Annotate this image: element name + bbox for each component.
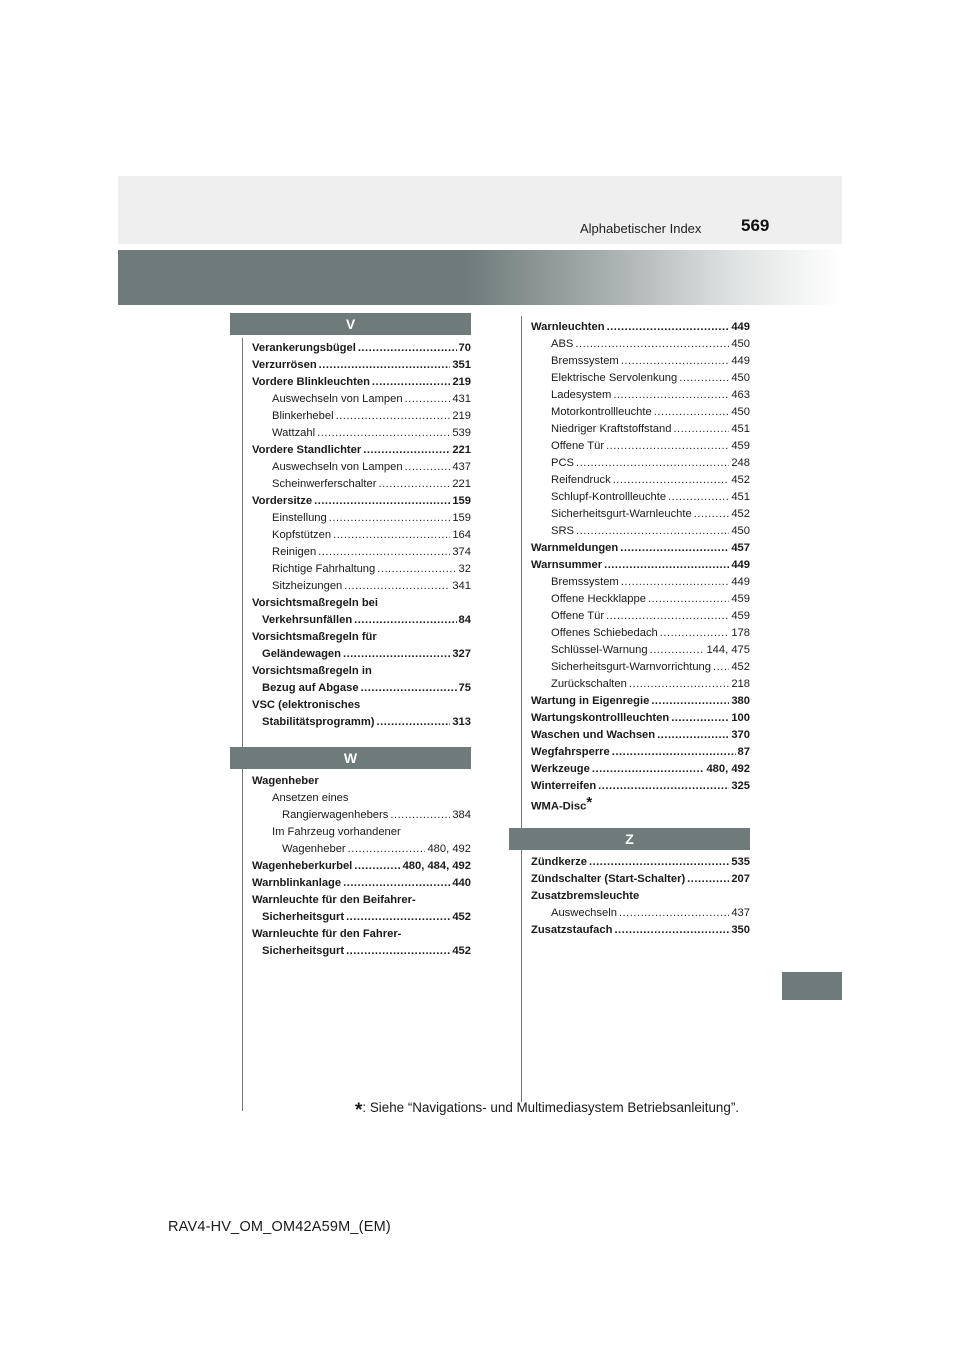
index-list-right: [531, 319, 750, 795]
index-heading-line: Warnleuchte für den Fahrer-: [252, 928, 402, 940]
index-entry-page: 452: [452, 945, 471, 957]
index-entry-page: 459: [731, 610, 750, 622]
page-number: 569: [741, 216, 770, 235]
index-entry-page: 325: [731, 780, 750, 792]
dot-leader: [648, 591, 729, 608]
index-entry-label: Blinkerhebel: [272, 410, 334, 422]
dot-leader: [354, 858, 400, 875]
index-entry-page: 449: [731, 559, 750, 571]
dot-leader: [613, 472, 730, 489]
letter-bar-z: Z: [509, 828, 750, 850]
index-entry: [531, 472, 750, 489]
index-entry-label: Warnsummer: [531, 559, 603, 571]
index-entry: [252, 909, 471, 926]
index-entry-label: Verkehrsunfällen: [262, 614, 353, 626]
index-entry-page: 452: [731, 474, 750, 486]
index-entry-page: 440: [452, 877, 471, 889]
dot-leader: [372, 374, 450, 391]
index-entry-page: 351: [452, 359, 471, 371]
dot-leader: [358, 340, 457, 357]
index-entry: [252, 357, 471, 374]
wma-disc-footnote-mark: *: [586, 794, 593, 811]
dot-leader: [348, 841, 426, 858]
index-entry-page: 32: [458, 563, 471, 575]
dot-leader: [713, 659, 729, 676]
dot-leader: [318, 544, 450, 561]
index-entry: [252, 858, 471, 875]
index-entry-label: Vordere Blinkleuchten: [252, 376, 370, 388]
index-entry-label: Werkzeuge: [531, 763, 590, 775]
index-entry: [531, 557, 750, 574]
index-entry: [252, 459, 471, 476]
index-entry-page: 248: [731, 457, 750, 469]
index-entry: [531, 693, 750, 710]
dot-leader: [346, 943, 450, 960]
index-entry: [531, 404, 750, 421]
index-entry: [252, 442, 471, 459]
index-entry-label: Offene Tür: [551, 610, 605, 622]
dot-leader: [620, 540, 729, 557]
index-entry: [531, 659, 750, 676]
index-entry: [531, 905, 750, 922]
index-entry-label: Sicherheitsgurt: [262, 911, 345, 923]
index-entry-label: Wartung in Eigenregie: [531, 695, 650, 707]
dot-leader: [377, 714, 451, 731]
index-entry-label: Auswechseln von Lampen: [272, 393, 403, 405]
dot-leader: [657, 727, 729, 744]
index-entry-label: Rangierwagenhebers: [282, 809, 389, 821]
index-entry-page: 178: [731, 627, 750, 639]
index-entry: [531, 574, 750, 591]
index-entry-page: 327: [452, 648, 471, 660]
index-entry-page: 380: [731, 695, 750, 707]
index-entry-label: Wattzahl: [272, 427, 316, 439]
index-entry-page: 437: [452, 461, 471, 473]
index-entry-page: 207: [731, 873, 750, 885]
index-entry: [531, 523, 750, 540]
index-entry: [531, 608, 750, 625]
index-entry-page: 450: [731, 525, 750, 537]
index-entry-label: Warnblinkanlage: [252, 877, 342, 889]
index-entry-page: 450: [731, 338, 750, 350]
index-entry-page: 459: [731, 440, 750, 452]
dot-leader: [390, 807, 450, 824]
index-entry: [531, 591, 750, 608]
dot-leader: [650, 642, 705, 659]
header-band: [118, 176, 842, 244]
index-entry-page: 159: [452, 512, 471, 524]
wma-disc-entry: [531, 792, 592, 816]
index-entry: [531, 922, 750, 939]
index-entry: [531, 854, 750, 871]
dot-leader: [363, 442, 450, 459]
index-entry-page: 100: [731, 712, 750, 724]
index-entry-label: Schlupf-Kontrollleuchte: [551, 491, 667, 503]
index-entry: [531, 506, 750, 523]
index-entry: [252, 527, 471, 544]
index-heading-line: Warnleuchte für den Beifahrer-: [252, 894, 416, 906]
index-entry-label: Sitzheizungen: [272, 580, 343, 592]
index-entry: [531, 744, 750, 761]
index-entry: [531, 642, 750, 659]
dot-leader: [576, 523, 729, 540]
index-entry: [252, 340, 471, 357]
index-entry-page: 221: [452, 478, 471, 490]
index-entry-label: Elektrische Servolenkung: [551, 372, 678, 384]
dot-leader: [660, 625, 730, 642]
index-entry: [252, 680, 471, 697]
index-entry-label: Sicherheitsgurt: [262, 945, 345, 957]
index-entry-label: Richtige Fahrhaltung: [272, 563, 376, 575]
index-entry: [531, 438, 750, 455]
index-entry-page: 370: [731, 729, 750, 741]
index-entry-page: 84: [458, 614, 471, 626]
index-heading-line: Wagenheber: [252, 775, 319, 787]
dot-leader: [668, 489, 729, 506]
index-entry-label: Schlüssel-Warnung: [551, 644, 648, 656]
dot-leader: [687, 871, 729, 888]
index-entry: [531, 489, 750, 506]
index-entry: [531, 387, 750, 404]
dot-leader: [314, 493, 450, 510]
index-entry-label: Bremssystem: [551, 576, 619, 588]
dot-leader: [343, 646, 450, 663]
index-list-z: [531, 854, 750, 939]
index-entry: [252, 374, 471, 391]
index-entry-page: 374: [452, 546, 471, 558]
column-divider-left: [242, 338, 243, 1111]
dot-leader: [319, 357, 451, 374]
index-entry: [252, 943, 471, 960]
dot-leader: [336, 408, 451, 425]
index-heading-line: Vorsichtsmaßregeln in: [252, 665, 372, 677]
index-entry-label: ABS: [551, 338, 574, 350]
index-heading-line: Im Fahrzeug vorhandener: [272, 826, 401, 838]
dot-leader: [317, 425, 450, 442]
index-entry-label: Einstellung: [272, 512, 327, 524]
index-entry-label: Vordere Standlichter: [252, 444, 362, 456]
index-entry-page: 437: [731, 907, 750, 919]
footnote-mark: *: [355, 1100, 363, 1121]
index-entry-label: Zurückschalten: [551, 678, 627, 690]
dot-leader: [614, 922, 729, 939]
letter-bar-v: V: [230, 313, 471, 335]
index-entry-page: 451: [731, 423, 750, 435]
index-entry: [252, 476, 471, 493]
index-entry: [252, 578, 471, 595]
index-entry: [531, 710, 750, 727]
dot-leader: [405, 459, 451, 476]
index-entry-page: 451: [731, 491, 750, 503]
index-entry-label: Waschen und Wachsen: [531, 729, 656, 741]
index-entry: [252, 493, 471, 510]
index-entry-page: 159: [452, 495, 471, 507]
index-entry-page: 539: [452, 427, 471, 439]
index-entry-page: 449: [731, 321, 750, 333]
chapter-side-tab: [782, 972, 842, 1000]
index-entry: [252, 544, 471, 561]
dot-leader: [619, 905, 729, 922]
dot-leader: [621, 353, 730, 370]
footnote: [355, 1096, 740, 1121]
index-entry-page: 221: [452, 444, 471, 456]
index-entry: [531, 455, 750, 472]
dot-leader: [344, 578, 450, 595]
index-entry: [252, 408, 471, 425]
column-divider-middle: [521, 316, 522, 1102]
index-entry-label: Offenes Schiebedach: [551, 627, 658, 639]
index-entry-label: Sicherheitsgurt-Warnvorrichtung: [551, 661, 712, 673]
index-entry: [252, 841, 471, 858]
index-entry-label: Bremssystem: [551, 355, 619, 367]
index-entry: [531, 540, 750, 557]
index-entry: [252, 875, 471, 892]
index-entry: [252, 510, 471, 527]
dot-leader: [612, 744, 736, 761]
index-entry-page: 480, 492: [706, 763, 750, 775]
index-heading-line: VSC (elektronisches: [252, 699, 361, 711]
dot-leader: [629, 676, 729, 693]
dot-leader: [673, 421, 729, 438]
index-entry-label: Stabilitätsprogramm): [262, 716, 375, 728]
letter-bar-w: W: [230, 747, 471, 769]
dot-leader: [654, 404, 730, 421]
index-entry: [252, 646, 471, 663]
dot-leader: [598, 778, 729, 795]
index-entry: [252, 612, 471, 629]
dot-leader: [354, 612, 456, 629]
index-entry-label: Ladesystem: [551, 389, 612, 401]
footnote-text: : Siehe “Navigations- und Multimediasystem Betriebsanleitung”.: [362, 1100, 740, 1115]
index-entry-page: 70: [458, 342, 471, 354]
index-entry-label: Wegfahrsperre: [531, 746, 610, 758]
index-entry-label: Kopfstützen: [272, 529, 332, 541]
index-entry-page: 75: [458, 682, 471, 694]
index-entry-page: 384: [452, 809, 471, 821]
index-entry-label: SRS: [551, 525, 575, 537]
index-entry: [531, 336, 750, 353]
index-entry-page: 87: [737, 746, 750, 758]
index-entry-page: 457: [731, 542, 750, 554]
index-entry-label: Sicherheitsgurt-Warnleuchte: [551, 508, 692, 520]
index-heading-line: Vorsichtsmaßregeln für: [252, 631, 377, 643]
index-entry-label: Niedriger Kraftstoffstand: [551, 423, 672, 435]
dot-leader: [604, 557, 729, 574]
dot-leader: [378, 476, 450, 493]
index-entry: [252, 425, 471, 442]
index-entry-label: Auswechseln: [551, 907, 617, 919]
index-entry-label: Winterreifen: [531, 780, 597, 792]
index-entry-page: 341: [452, 580, 471, 592]
index-entry-label: Wagenheber: [282, 843, 346, 855]
index-entry-label: Offene Heckklappe: [551, 593, 646, 605]
index-entry-page: 480, 492: [427, 843, 471, 855]
index-entry-label: Offene Tür: [551, 440, 605, 452]
index-entry-page: 449: [731, 355, 750, 367]
index-entry: [252, 561, 471, 578]
index-entry-label: Warnmeldungen: [531, 542, 619, 554]
index-entry-page: 480, 484, 492: [402, 860, 471, 872]
index-entry-label: Vordersitze: [252, 495, 313, 507]
index-entry: [531, 353, 750, 370]
index-entry: [531, 676, 750, 693]
index-entry-label: Verzurrösen: [252, 359, 317, 371]
index-entry-page: 219: [452, 376, 471, 388]
index-heading-line: Vorsichtsmaßregeln bei: [252, 597, 379, 609]
dot-leader: [679, 370, 729, 387]
index-entry: [531, 871, 750, 888]
dot-leader: [405, 391, 451, 408]
dot-leader: [589, 854, 729, 871]
dot-leader: [343, 875, 450, 892]
dot-leader: [333, 527, 450, 544]
index-entry-page: 452: [731, 508, 750, 520]
document-code: RAV4-HV_OM_OM42A59M_(EM): [168, 1219, 391, 1235]
chapter-gradient-bar: [118, 250, 842, 305]
index-heading-line: Zusatzbremsleuchte: [531, 890, 640, 902]
index-entry-page: 452: [452, 911, 471, 923]
index-entry-page: 144, 475: [706, 644, 750, 656]
index-heading-line: Ansetzen eines: [272, 792, 349, 804]
section-title: Alphabetischer Index: [580, 221, 702, 236]
index-entry-page: 431: [452, 393, 471, 405]
dot-leader: [346, 909, 450, 926]
dot-leader: [329, 510, 451, 527]
dot-leader: [361, 680, 457, 697]
index-list-v: [252, 340, 471, 731]
index-entry-page: 535: [731, 856, 750, 868]
index-entry-label: Verankerungsbügel: [252, 342, 356, 354]
index-entry-label: Geländewagen: [262, 648, 341, 660]
dot-leader: [613, 387, 729, 404]
index-entry-label: Zündschalter (Start-Schalter): [531, 873, 686, 885]
index-entry-label: Wartungskontrollleuchten: [531, 712, 670, 724]
index-entry: [531, 761, 750, 778]
index-entry-label: Wagenheberkurbel: [252, 860, 353, 872]
index-entry-label: Scheinwerferschalter: [272, 478, 377, 490]
index-entry-label: Zusatzstaufach: [531, 924, 613, 936]
index-entry-label: Reifendruck: [551, 474, 611, 486]
dot-leader: [607, 319, 730, 336]
index-list-w: [252, 773, 471, 960]
dot-leader: [694, 506, 730, 523]
index-entry-label: PCS: [551, 457, 575, 469]
index-entry-label: Reinigen: [272, 546, 317, 558]
index-entry: [252, 807, 471, 824]
dot-leader: [606, 438, 729, 455]
dot-leader: [592, 761, 705, 778]
dot-leader: [651, 693, 729, 710]
index-entry-page: 218: [731, 678, 750, 690]
index-entry-label: Motorkontrollleuchte: [551, 406, 652, 418]
index-entry-label: Zündkerze: [531, 856, 587, 868]
dot-leader: [621, 574, 730, 591]
index-entry-page: 450: [731, 372, 750, 384]
index-entry-label: Warnleuchten: [531, 321, 605, 333]
index-entry: [531, 421, 750, 438]
wma-disc-label: WMA-Disc: [531, 800, 587, 813]
index-entry-page: 463: [731, 389, 750, 401]
index-entry-page: 450: [731, 406, 750, 418]
index-entry-label: Auswechseln von Lampen: [272, 461, 403, 473]
index-entry-page: 459: [731, 593, 750, 605]
dot-leader: [671, 710, 729, 727]
index-entry: [531, 625, 750, 642]
index-entry: [252, 391, 471, 408]
index-entry: [531, 727, 750, 744]
index-entry-page: 164: [452, 529, 471, 541]
index-entry-page: 350: [731, 924, 750, 936]
dot-leader: [576, 455, 729, 472]
index-entry-page: 313: [452, 716, 471, 728]
index-entry-page: 219: [452, 410, 471, 422]
dot-leader: [377, 561, 456, 578]
index-entry-label: Bezug auf Abgase: [262, 682, 359, 694]
index-entry-page: 449: [731, 576, 750, 588]
index-entry-page: 452: [731, 661, 750, 673]
index-entry: [531, 319, 750, 336]
index-entry: [531, 370, 750, 387]
index-entry: [252, 714, 471, 731]
dot-leader: [606, 608, 729, 625]
dot-leader: [575, 336, 729, 353]
